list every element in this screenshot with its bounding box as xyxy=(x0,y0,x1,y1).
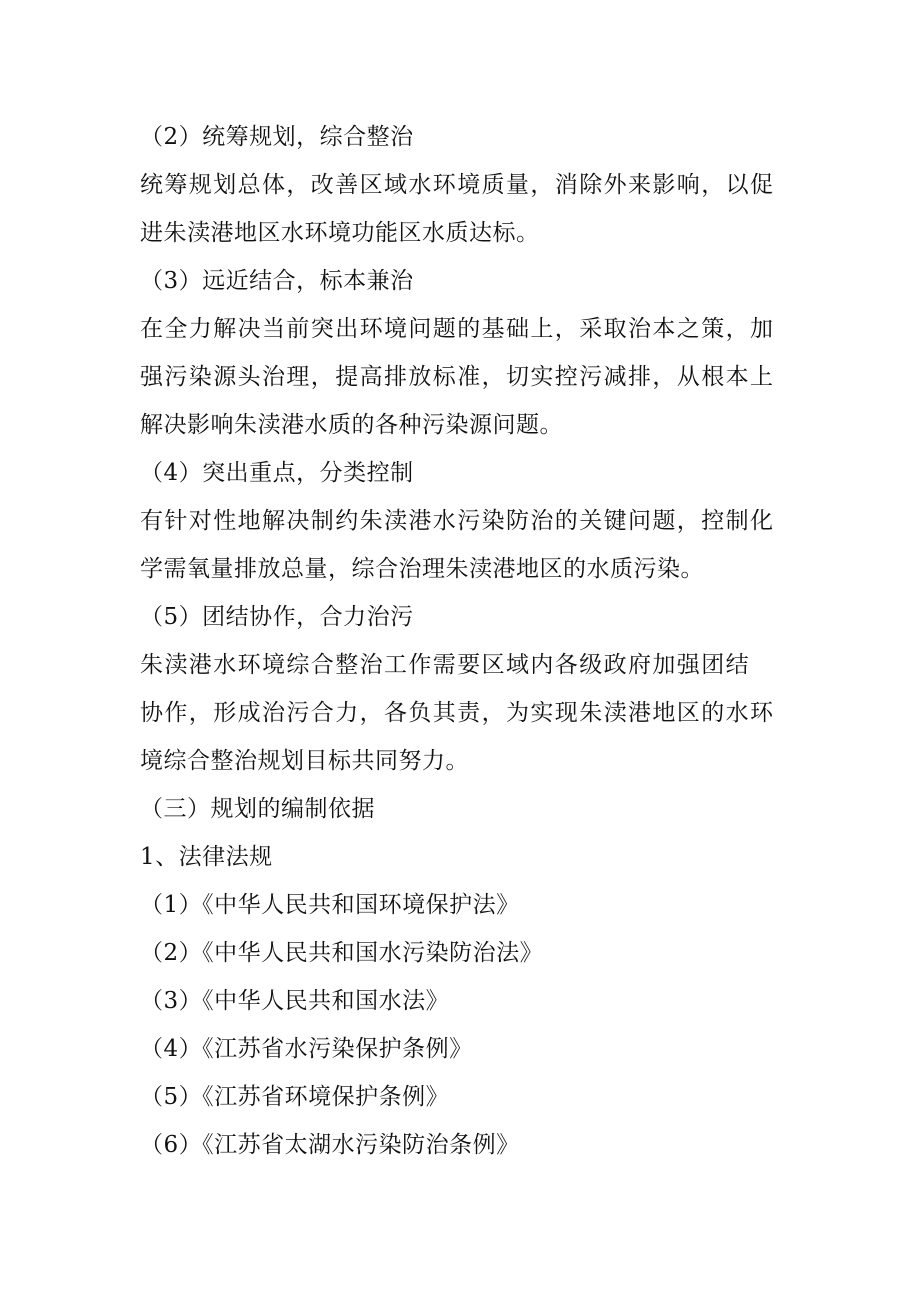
law-list-item: （1）《中华人民共和国环境保护法》 xyxy=(140,892,520,918)
law-list-item: （4）《江苏省水污染保护条例》 xyxy=(140,1036,473,1062)
paragraph-line: 学需氧量排放总量，综合治理朱渎港地区的水质污染。 xyxy=(140,556,704,582)
law-list-item: （2）《中华人民共和国水污染防治法》 xyxy=(140,940,544,966)
law-list-item: （5）《江苏省环境保护条例》 xyxy=(140,1084,450,1110)
subheading-5: （5）团结协作，合力治污 xyxy=(140,604,414,630)
paragraph-line: 境综合整治规划目标共同努力。 xyxy=(140,748,469,774)
subheading-4: （4）突出重点，分类控制 xyxy=(140,460,414,486)
law-list-item: （3）《中华人民共和国水法》 xyxy=(140,988,450,1014)
subsection-heading: 1、法律法规 xyxy=(140,844,273,870)
paragraph-line: 在全力解决当前突出环境问题的基础上，采取治本之策，加 xyxy=(140,316,775,342)
paragraph-line: 统筹规划总体，改善区域水环境质量，消除外来影响，以促 xyxy=(140,172,775,198)
paragraph-line: 解决影响朱渎港水质的各种污染源问题。 xyxy=(140,412,563,438)
section-heading: （三）规划的编制依据 xyxy=(140,796,375,822)
paragraph-line: 有针对性地解决制约朱渎港水污染防治的关键问题，控制化 xyxy=(140,508,775,534)
paragraph-line: 朱渎港水环境综合整治工作需要区域内各级政府加强团结 xyxy=(140,652,750,678)
paragraph-line: 强污染源头治理，提高排放标准，切实控污减排，从根本上 xyxy=(140,364,775,390)
subheading-3: （3）远近结合，标本兼治 xyxy=(140,268,414,294)
paragraph-line: 协作，形成治污合力，各负其责，为实现朱渎港地区的水环 xyxy=(140,700,775,726)
subheading-2: （2）统筹规划，综合整治 xyxy=(140,124,414,150)
paragraph-line: 进朱渎港地区水环境功能区水质达标。 xyxy=(140,220,540,246)
law-list-item: （6）《江苏省太湖水污染防治条例》 xyxy=(140,1132,520,1158)
